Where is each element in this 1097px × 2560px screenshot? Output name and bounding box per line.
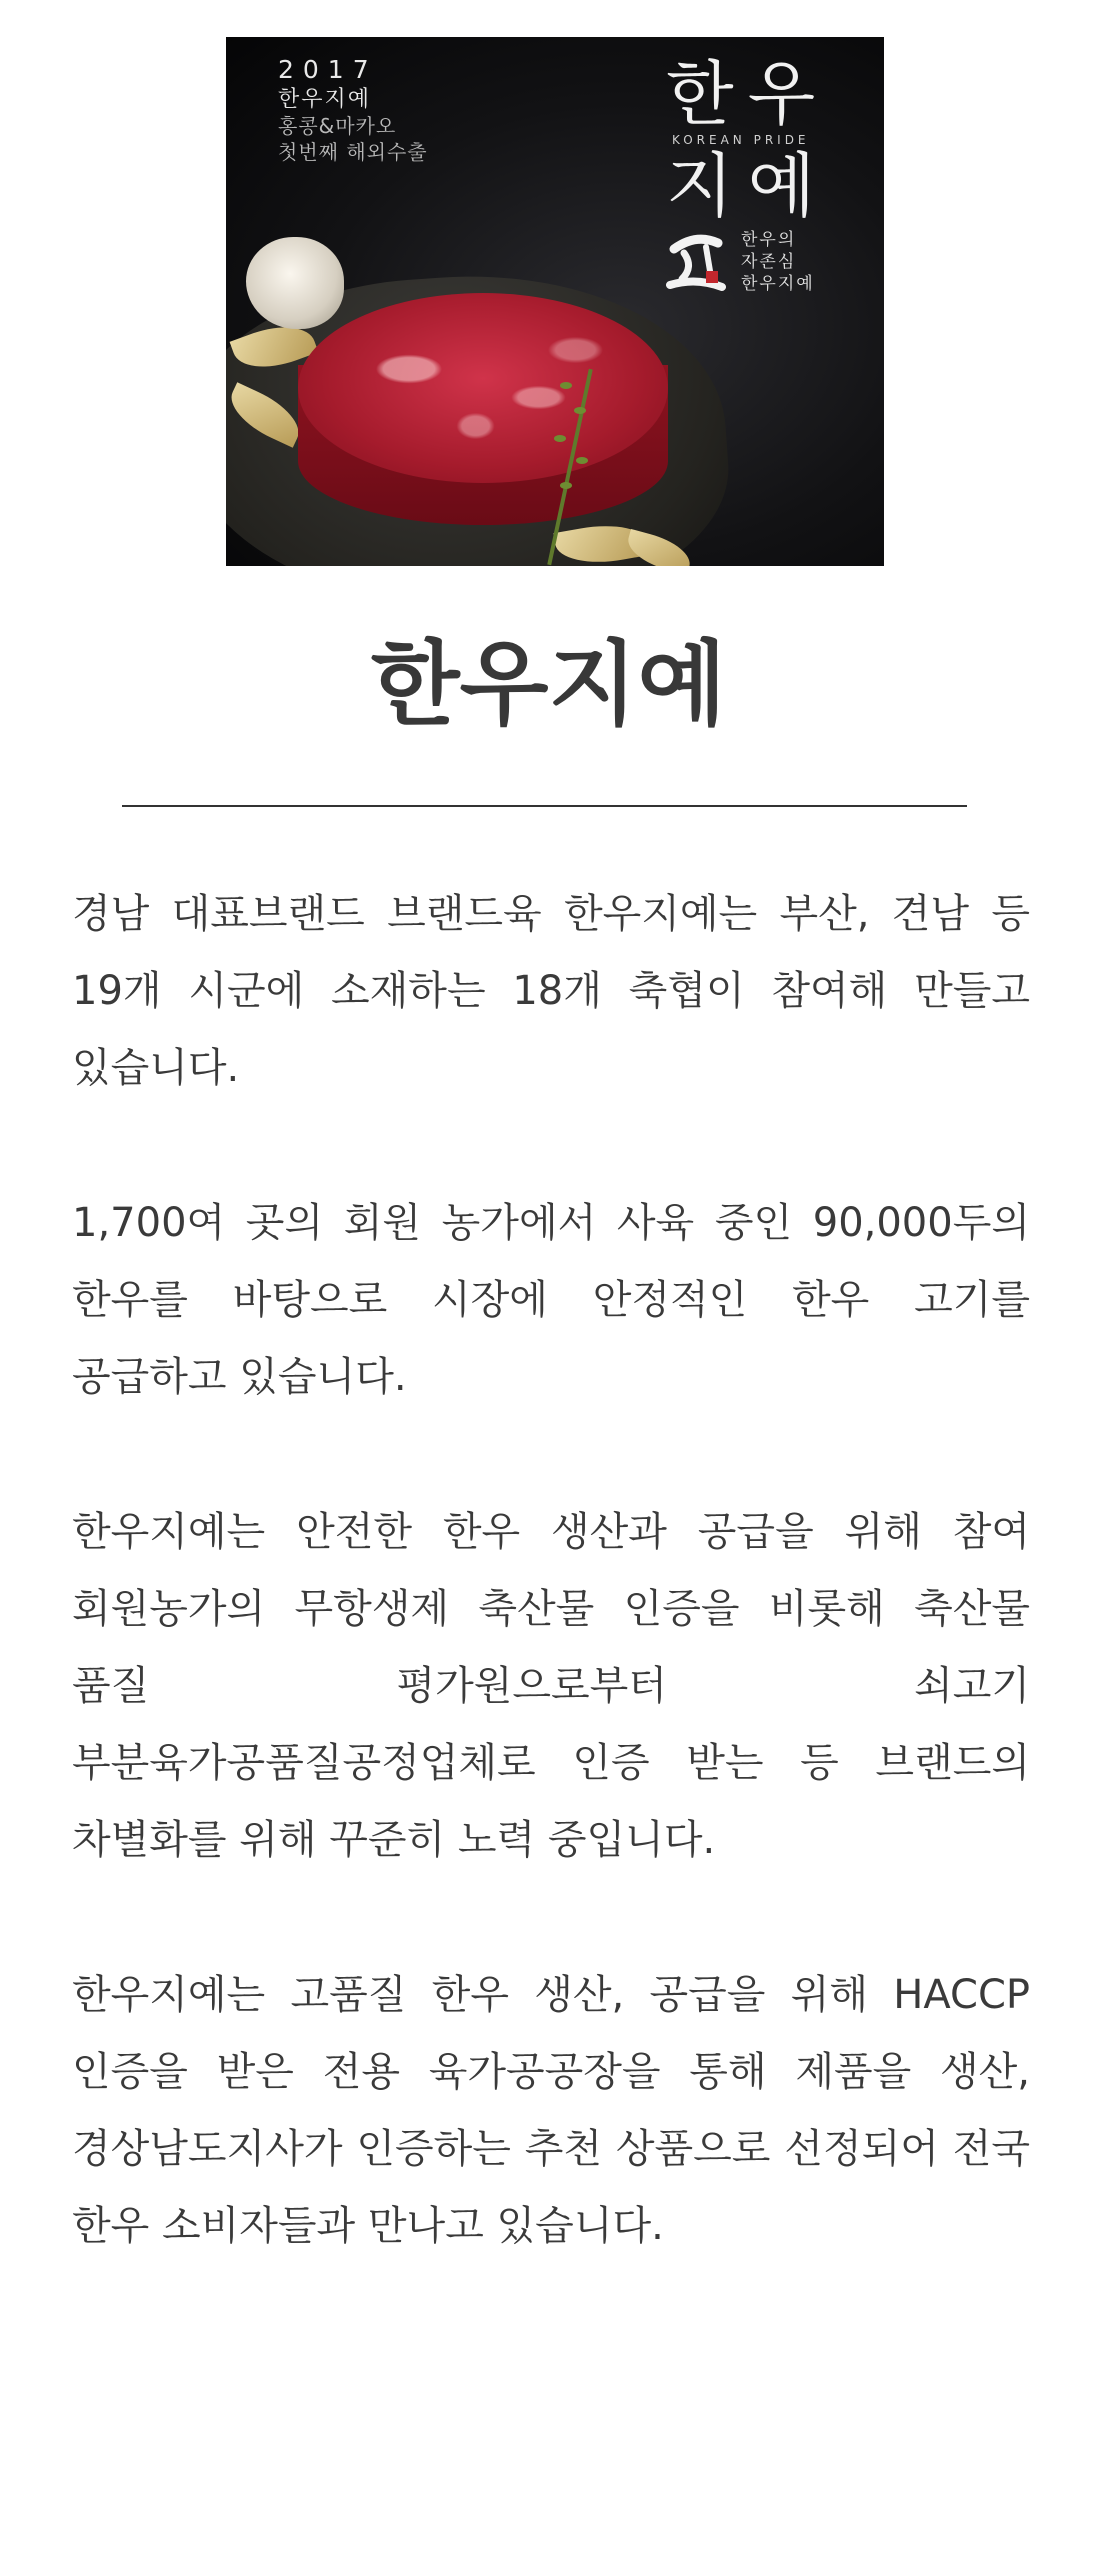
thyme-leaf <box>576 457 588 464</box>
garlic <box>246 237 344 329</box>
paragraph: 1,700여 곳의 회원 농가에서 사육 중인 90,000두의 한우를 바탕으로 시장에 안정적인 한우 고기를 공급하고 있습니다. <box>72 1200 1030 1400</box>
logo-top-text: 한우 <box>666 53 830 135</box>
thyme-leaf <box>560 382 572 389</box>
logo-english-text: KOREAN PRIDE <box>672 133 810 147</box>
calligraphy-seal-icon <box>666 227 728 293</box>
thyme-leaf <box>560 482 572 489</box>
paragraph: 경남 대표브랜드 브랜드육 한우지예는 부산, 견남 등 19개 시군에 소재하는 18개 축협이 참여해 만들고 있습니다. <box>72 891 1030 1091</box>
hero-sub-line1: 홍콩&마카오 <box>278 114 397 139</box>
motto-line: 한우의 <box>741 230 797 250</box>
motto-line: 자존심 <box>741 252 797 273</box>
thyme-leaf <box>574 407 586 414</box>
title-divider <box>122 805 967 807</box>
hero-image <box>226 37 884 566</box>
hero-motto <box>741 229 815 295</box>
hero-caption <box>278 54 428 165</box>
paragraph: 한우지예는 안전한 한우 생산과 공급을 위해 참여 회원농가의 무항생제 축산물 인증을 비롯해 축산물 품질 평가원으로부터 쇠고기 부분육가공품질공정업체로 인증 받는 등 브랜드의 차별화를 위해 꾸준히 노력 중입니다. <box>72 1509 1030 1863</box>
paragraph: 한우지예는 고품질 한우 생산, 공급을 위해 HACCP 인증을 받은 전용 육가공공장을 통해 제품을 생산, 경상남도지사가 인증하는 추천 상품으로 선정되어 전국 한우 소비자들과 만나고 있습니다. <box>72 1972 1030 2249</box>
article-body <box>72 876 1030 2343</box>
thyme-leaf <box>554 435 566 442</box>
hero-brand-small: 한우지예 <box>278 87 372 112</box>
logo-bottom-text: 지예 <box>666 145 830 227</box>
motto-line: 한우지예 <box>741 274 815 295</box>
hero-year: 2017 <box>278 55 378 84</box>
page-title: 한우지예 <box>370 631 727 738</box>
hero-sub-line2: 첫번째 해외수출 <box>278 139 428 164</box>
brand-logo <box>666 53 830 227</box>
steak <box>298 293 668 483</box>
